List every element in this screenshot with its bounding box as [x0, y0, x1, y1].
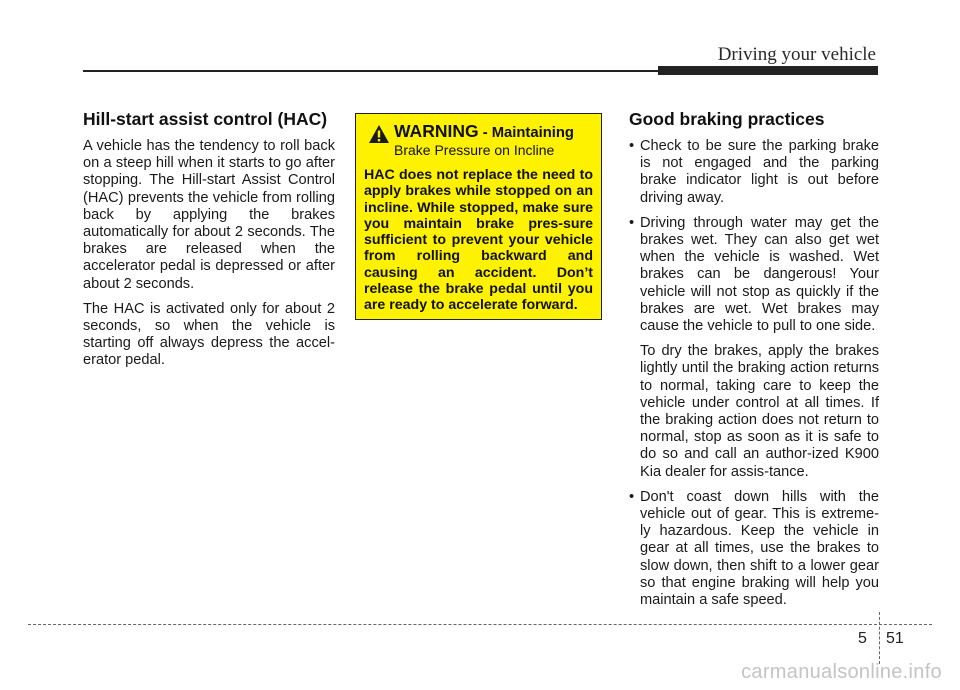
warning-title [394, 122, 593, 142]
warning-body: HAC does not replace the need to apply brakes while stopped on an incline. While stopped, make sure you maintain brake pres-sure sufficient to prevent your vehicle from rolling backward and causing an accident. Don’t release the brake pedal until you are ready to accelerate forward. [364, 167, 593, 314]
warning-box [355, 113, 602, 320]
hac-paragraph-1: A vehicle has the tendency to roll back on a steep hill when it starts to go after stopping. The Hill-start Assist Control (HAC) prevents the vehicle from rolling back by applying the brakes automatically for about 2 seconds. The brakes are released when the accelerator pedal is depressed or after about 2 seconds. [83, 138, 335, 292]
warning-triangle-icon [368, 124, 390, 144]
list-item [629, 215, 879, 481]
header-rule-bar [658, 66, 878, 75]
warning-header [364, 122, 593, 159]
header-rule [83, 70, 663, 72]
list-item-extra-text: To dry the brakes, apply the brakes lightly until the braking action returns to normal, taking care to keep the vehicle under control at all times. If the braking action does not return to normal, stop as soon as it is safe to do so and call an author-ized K900 Kia dealer for assis-tance. [640, 343, 879, 480]
page-number: 51 [886, 630, 904, 647]
page-number-divider [879, 612, 880, 664]
braking-heading: Good braking practices [629, 109, 825, 129]
list-item [629, 138, 879, 207]
warning-subtitle-part1: - Maintaining [478, 125, 574, 141]
right-column [629, 108, 879, 617]
left-column [83, 108, 335, 378]
watermark: carmanualsonline.info [741, 661, 942, 683]
bullet-icon: • [629, 488, 635, 505]
footer-rule [28, 624, 932, 625]
list-item [629, 489, 879, 609]
warning-word: WARNING [394, 121, 479, 141]
list-item-text: Check to be sure the parking brake is not engaged and the parking brake indicator light is out before driving away. [640, 138, 879, 206]
list-item-text: Don't coast down hills with the vehicle out of gear. This is extreme-ly hazardous. Keep the vehicle in gear at all times, use the brakes to slow down, then shift to a lower gear so that engine braking will help you maintain a safe speed. [640, 488, 879, 609]
bullet-icon: • [629, 214, 635, 231]
hac-paragraph-2: The HAC is activated only for about 2 seconds, so when the vehicle is starting off always depress the accel-erator pedal. [83, 300, 335, 369]
section-number: 5 [858, 630, 867, 647]
list-item-text: Driving through water may get the brakes wet. They can also get wet when the vehicle is washed. Wet brakes can be dangerous! Your vehicle will not stop as quickly if the brakes are wet. Wet brakes may cause the vehicle to pull to one side. [640, 214, 879, 335]
hac-heading: Hill-start assist control (HAC) [83, 109, 328, 129]
bullet-icon: • [629, 138, 635, 154]
braking-list [629, 138, 879, 609]
section-header-title: Driving your vehicle [717, 44, 876, 65]
warning-subtitle-part2: Brake Pressure on Incline [394, 142, 555, 158]
